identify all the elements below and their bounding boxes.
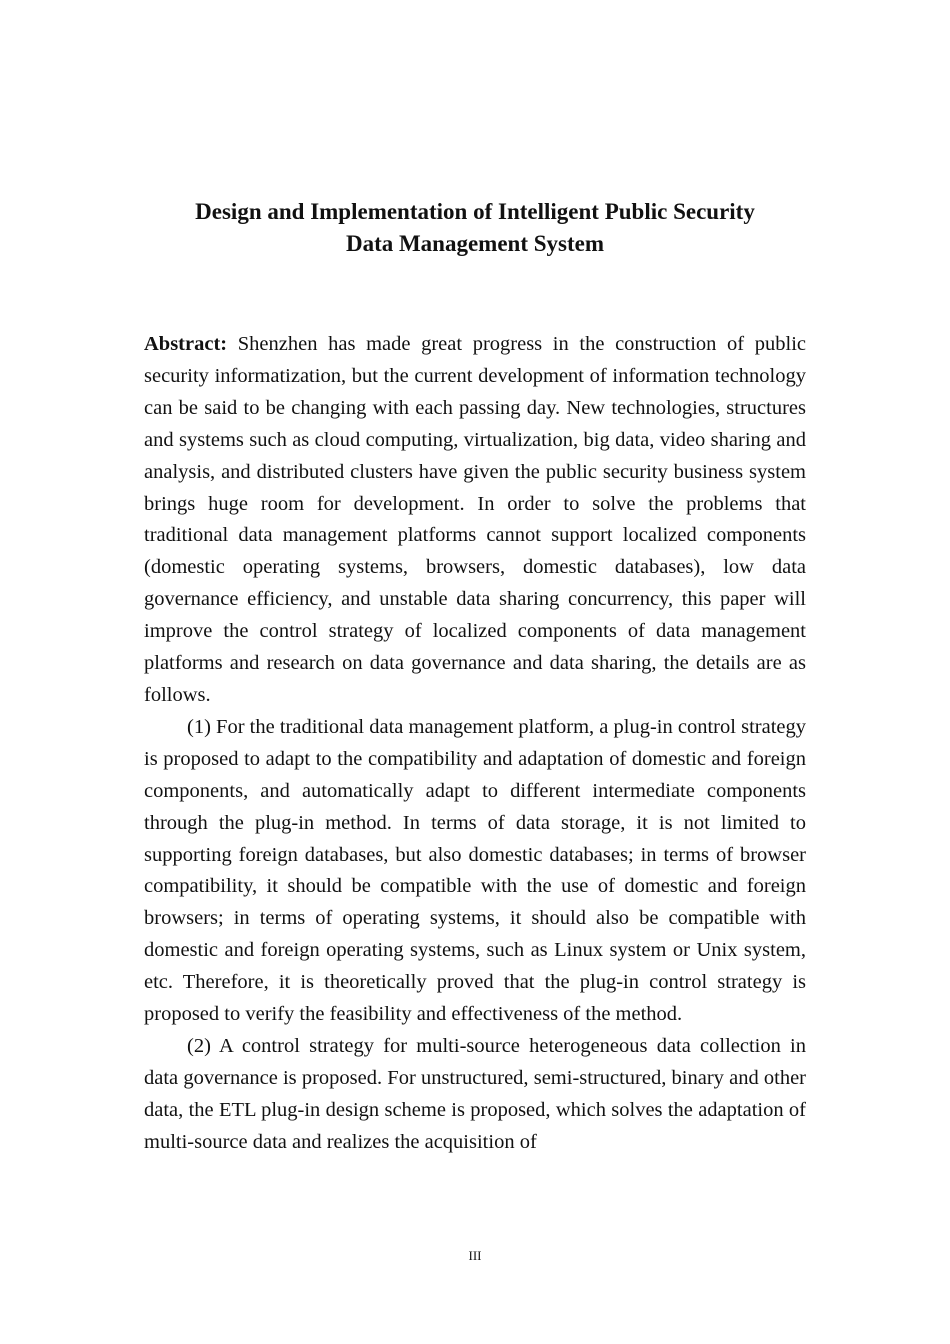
abstract-label: Abstract: xyxy=(144,333,228,355)
paragraph-2: (2) A control strategy for multi-source heterogeneous data collection in data governance is proposed. For unstructured, semi-structured, binary and other data, the ETL plug-in design scheme is proposed, which solves the adaptation of multi-source data and realizes the acquisition of xyxy=(144,1034,806,1153)
title-line-2: Data Management System xyxy=(345,231,605,256)
document-title xyxy=(144,196,806,260)
page-number: III xyxy=(468,1248,482,1263)
abstract-paragraph xyxy=(144,329,806,712)
paragraph-1: (1) For the traditional data management platform, a plug-in control strategy is proposed to adapt to the compatibility and adaptation of domestic and foreign components, and automatically adapt to different intermediate components through the plug-in method. In terms of data storage, it is not limited to supporting foreign databases, but also domestic databases; in terms of browser compatibility, it should be compatible with the use of domestic and foreign browsers; in terms of operating systems, it should also be compatible with domestic and foreign operating systems, such as Linux system or Unix system, etc. Therefore, it is theoretically proved that the plug-in control strategy is proposed to verify the feasibility and effectiveness of the method. xyxy=(144,715,806,1026)
document-body xyxy=(144,329,806,1159)
title-line-1: Design and Implementation of Intelligent Public Security xyxy=(195,199,755,224)
abstract-text: Shenzhen has made great progress in the construction of public security informatization, but the current development of information technology can be said to be changing with each passing day. New technologies, structures and systems such as cloud computing, virtualization, big data, video sharing and analysis, and distributed clusters have given the public security business system brings huge room for development. In order to solve the problems that traditional data management platforms cannot support localized components (domestic operating systems, browsers, domestic databases), low data governance efficiency, and unstable data sharing concurrency, this paper will improve the control strategy of localized components of data management platforms and research on data governance and data sharing, the details are as follows. xyxy=(144,333,806,706)
